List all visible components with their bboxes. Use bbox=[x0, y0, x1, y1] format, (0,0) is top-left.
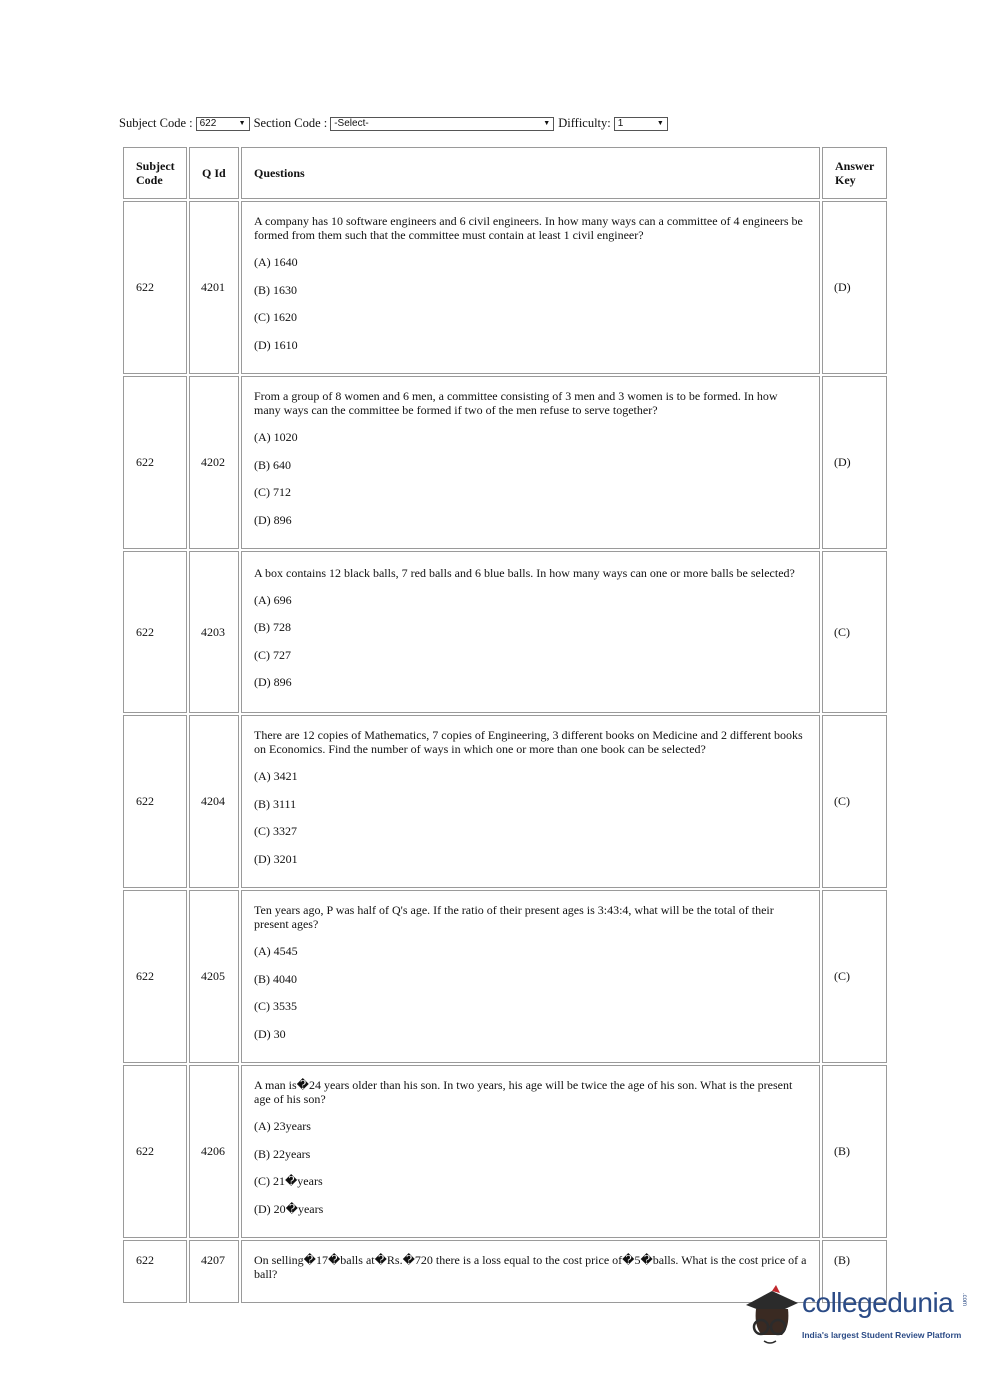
question-text: From a group of 8 women and 6 men, a committee consisting of 3 men and 3 women is to be formed. In how many ways can the committee be formed if two of the men refuse to serve together? bbox=[254, 389, 778, 417]
question-text: A company has 10 software engineers and 6 civil engineers. In how many ways can a committee of 4 engineers be formed from them such that the committee must contain at least 1 civil engineer? bbox=[254, 214, 803, 242]
answer-option: (C) 1620 bbox=[254, 310, 297, 324]
section-code-label: Section Code : bbox=[253, 116, 328, 130]
question-cell bbox=[241, 201, 820, 374]
question-text: A man is�24 years older than his son. In two years, his age will be twice the age of his son. What is the present age of his son? bbox=[254, 1078, 793, 1106]
subject-code-cell: 622 bbox=[123, 890, 187, 1063]
answer-option: (A) 4545 bbox=[254, 944, 298, 958]
logo-suffix: .com bbox=[961, 1293, 967, 1307]
answer-option: (C) 3327 bbox=[254, 824, 297, 838]
answer-option: (C) 727 bbox=[254, 647, 291, 662]
qid-cell: 4206 bbox=[189, 1065, 239, 1238]
logo-wordmark: collegedunia bbox=[802, 1287, 954, 1318]
answer-key-cell: (B) bbox=[822, 1065, 887, 1238]
header-qid: Q Id bbox=[189, 147, 239, 199]
header-subject-code: Subject Code bbox=[123, 147, 187, 199]
chevron-down-icon: ▼ bbox=[656, 120, 664, 127]
answer-key-cell: (D) bbox=[822, 376, 887, 549]
header-questions: Questions bbox=[241, 147, 820, 199]
table-row bbox=[123, 201, 887, 374]
subject-code-cell: 622 bbox=[123, 715, 187, 888]
subject-code-cell: 622 bbox=[123, 1065, 187, 1238]
answer-option: (B) 4040 bbox=[254, 971, 297, 986]
answer-option: (C) 712 bbox=[254, 485, 291, 499]
subject-code-value: 622 bbox=[199, 118, 217, 129]
filter-bar bbox=[119, 116, 672, 131]
difficulty-select[interactable] bbox=[614, 117, 668, 131]
answer-option: (D) 896 bbox=[254, 675, 292, 689]
table-header-row bbox=[123, 147, 887, 199]
answer-option: (A) 696 bbox=[254, 592, 292, 607]
answer-option: (B) 1630 bbox=[254, 282, 297, 297]
answer-key-cell: (B) bbox=[822, 1240, 887, 1303]
question-cell bbox=[241, 1065, 820, 1238]
qid-cell: 4207 bbox=[189, 1240, 239, 1303]
question-table bbox=[121, 145, 889, 1305]
answer-key-cell: (C) bbox=[822, 890, 887, 1063]
subject-code-label: Subject Code : bbox=[119, 116, 193, 130]
subject-code-cell: 622 bbox=[123, 201, 187, 374]
answer-option: (C) 21�years bbox=[254, 1174, 323, 1188]
question-text: Ten years ago, P was half of Q's age. If the ratio of their present ages is 3:43:4, what will be the total of their present ages? bbox=[254, 903, 774, 931]
qid-cell: 4203 bbox=[189, 551, 239, 713]
section-code-value: -Select- bbox=[334, 118, 369, 129]
answer-option: (D) 3201 bbox=[254, 851, 298, 866]
table-row bbox=[123, 890, 887, 1063]
qid-cell: 4202 bbox=[189, 376, 239, 549]
question-table-container bbox=[121, 145, 887, 1281]
answer-option: (D) 30 bbox=[254, 1026, 286, 1041]
table-row bbox=[123, 376, 887, 549]
question-text: On selling�17�balls at�Rs.�720 there is a loss equal to the cost price of�5�balls. What is the cost price of a ball? bbox=[254, 1253, 807, 1281]
subject-code-cell: 622 bbox=[123, 376, 187, 549]
answer-option: (D) 20�years bbox=[254, 1201, 324, 1216]
answer-option: (A) 3421 bbox=[254, 769, 298, 783]
chevron-down-icon: ▼ bbox=[238, 120, 246, 127]
student-mascot-icon bbox=[742, 1283, 800, 1351]
qid-cell: 4205 bbox=[189, 890, 239, 1063]
question-cell bbox=[241, 1240, 820, 1303]
header-answer-key: Answer Key bbox=[822, 147, 887, 199]
answer-key-cell: (C) bbox=[822, 551, 887, 713]
subject-code-cell: 622 bbox=[123, 1240, 187, 1303]
chevron-down-icon: ▼ bbox=[543, 120, 551, 127]
subject-code-select[interactable] bbox=[196, 117, 250, 131]
question-cell bbox=[241, 376, 820, 549]
collegedunia-logo bbox=[742, 1283, 972, 1355]
subject-code-cell: 622 bbox=[123, 551, 187, 713]
table-row bbox=[123, 715, 887, 888]
table-row bbox=[123, 1065, 887, 1238]
answer-key-cell: (D) bbox=[822, 201, 887, 374]
answer-option: (C) 3535 bbox=[254, 999, 297, 1013]
answer-option: (A) 1020 bbox=[254, 430, 298, 444]
question-cell bbox=[241, 890, 820, 1063]
answer-option: (B) 640 bbox=[254, 457, 291, 472]
logo-tagline: India's largest Student Review Platform bbox=[802, 1330, 962, 1340]
answer-option: (A) 23years bbox=[254, 1119, 311, 1133]
answer-option: (D) 1610 bbox=[254, 337, 298, 352]
table-row bbox=[123, 551, 887, 713]
difficulty-value: 1 bbox=[617, 118, 624, 129]
question-cell bbox=[241, 551, 820, 713]
qid-cell: 4204 bbox=[189, 715, 239, 888]
answer-option: (A) 1640 bbox=[254, 255, 298, 269]
qid-cell: 4201 bbox=[189, 201, 239, 374]
question-text: There are 12 copies of Mathematics, 7 copies of Engineering, 3 different books on Medicine and 2 different books on Economics. Find the number of ways in which one or more than one book can be selected? bbox=[254, 728, 803, 756]
difficulty-label: Difficulty: bbox=[558, 116, 611, 130]
answer-option: (B) 22years bbox=[254, 1146, 311, 1161]
answer-key-cell: (C) bbox=[822, 715, 887, 888]
answer-option: (D) 896 bbox=[254, 512, 292, 527]
question-text: A box contains 12 black balls, 7 red balls and 6 blue balls. In how many ways can one or more balls be selected? bbox=[254, 565, 795, 580]
section-code-select[interactable] bbox=[330, 117, 554, 131]
answer-option: (B) 3111 bbox=[254, 796, 297, 811]
answer-option: (B) 728 bbox=[254, 620, 291, 634]
question-cell bbox=[241, 715, 820, 888]
